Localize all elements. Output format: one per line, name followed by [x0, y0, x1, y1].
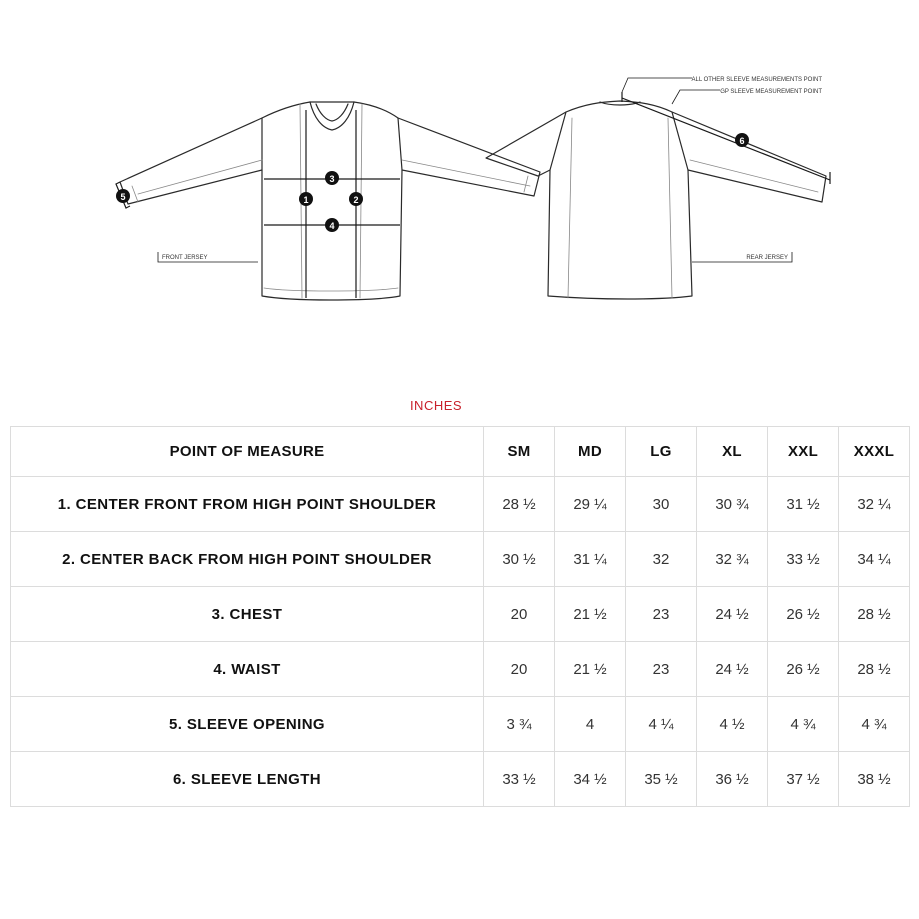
measure-marker-1: [299, 192, 313, 206]
size-value: 35 ½: [626, 752, 697, 807]
size-value: 32 ¼: [839, 477, 910, 532]
table-row: [11, 587, 910, 642]
size-value: 30 ½: [484, 532, 555, 587]
size-value: 4 ¼: [626, 697, 697, 752]
point-of-measure-label: 3. CHEST: [11, 587, 484, 642]
size-value: 34 ¼: [839, 532, 910, 587]
measure-marker-5: [116, 189, 130, 203]
point-of-measure-label: 6. SLEEVE LENGTH: [11, 752, 484, 807]
rear-jersey-label: REAR JERSEY: [746, 255, 788, 261]
size-value: 37 ½: [768, 752, 839, 807]
table-row: [11, 532, 910, 587]
sleeve-length-measure-line: [622, 98, 830, 180]
point-of-measure-label: 2. CENTER BACK FROM HIGH POINT SHOULDER: [11, 532, 484, 587]
size-value: 4 ¾: [839, 697, 910, 752]
header-point-of-measure: POINT OF MEASURE: [11, 427, 484, 477]
size-value: 26 ½: [768, 587, 839, 642]
svg-text:1: 1: [303, 195, 309, 205]
size-value: 23: [626, 587, 697, 642]
svg-text:3: 3: [329, 174, 335, 184]
table-row: [11, 752, 910, 807]
unit-label: INCHES: [409, 398, 463, 413]
size-value: 28 ½: [484, 477, 555, 532]
point-of-measure-label: 5. SLEEVE OPENING: [11, 697, 484, 752]
svg-text:4: 4: [329, 221, 335, 231]
header-size-xl: XL: [697, 427, 768, 477]
size-value: 32: [626, 532, 697, 587]
gp-sleeve-point-callout: GP SLEEVE MEASUREMENT POINT: [720, 89, 822, 95]
front-jersey-label: FRONT JERSEY: [162, 255, 208, 261]
svg-text:6: 6: [739, 136, 745, 146]
size-value: 24 ½: [697, 642, 768, 697]
size-value: 20: [484, 587, 555, 642]
size-value: 4: [555, 697, 626, 752]
size-value: 32 ¾: [697, 532, 768, 587]
measure-marker-6: [735, 133, 749, 147]
front-jersey-drawing: [120, 102, 540, 300]
header-size-xxl: XXL: [768, 427, 839, 477]
size-value: 30 ¾: [697, 477, 768, 532]
size-value: 23: [626, 642, 697, 697]
size-value: 33 ½: [768, 532, 839, 587]
size-value: 21 ½: [555, 642, 626, 697]
point-of-measure-label: 4. WAIST: [11, 642, 484, 697]
size-value: 26 ½: [768, 642, 839, 697]
size-value: 21 ½: [555, 587, 626, 642]
table-row: [11, 642, 910, 697]
size-value: 3 ¾: [484, 697, 555, 752]
svg-text:2: 2: [353, 195, 359, 205]
size-value: 31 ½: [768, 477, 839, 532]
size-value: 28 ½: [839, 587, 910, 642]
measure-marker-3: [325, 171, 339, 185]
table-row: [11, 477, 910, 532]
size-value: 24 ½: [697, 587, 768, 642]
size-value: 29 ¼: [555, 477, 626, 532]
measure-marker-4: [325, 218, 339, 232]
table-header-row: [11, 427, 910, 477]
size-value: 34 ½: [555, 752, 626, 807]
header-size-sm: SM: [484, 427, 555, 477]
size-value: 30: [626, 477, 697, 532]
jersey-measurement-diagram: [0, 0, 919, 330]
table-row: [11, 697, 910, 752]
other-sleeve-point-callout: ALL OTHER SLEEVE MEASUREMENTS POINT: [691, 77, 822, 83]
header-size-lg: LG: [626, 427, 697, 477]
size-value: 28 ½: [839, 642, 910, 697]
header-size-md: MD: [555, 427, 626, 477]
size-value: 38 ½: [839, 752, 910, 807]
measure-marker-2: [349, 192, 363, 206]
size-chart-table: [10, 426, 910, 807]
size-value: 20: [484, 642, 555, 697]
size-value: 31 ¼: [555, 532, 626, 587]
size-value: 4 ¾: [768, 697, 839, 752]
rear-jersey-drawing: [486, 101, 826, 299]
size-value: 33 ½: [484, 752, 555, 807]
size-value: 4 ½: [697, 697, 768, 752]
svg-text:5: 5: [120, 192, 126, 202]
size-value: 36 ½: [697, 752, 768, 807]
header-size-xxxl: XXXL: [839, 427, 910, 477]
point-of-measure-label: 1. CENTER FRONT FROM HIGH POINT SHOULDER: [11, 477, 484, 532]
